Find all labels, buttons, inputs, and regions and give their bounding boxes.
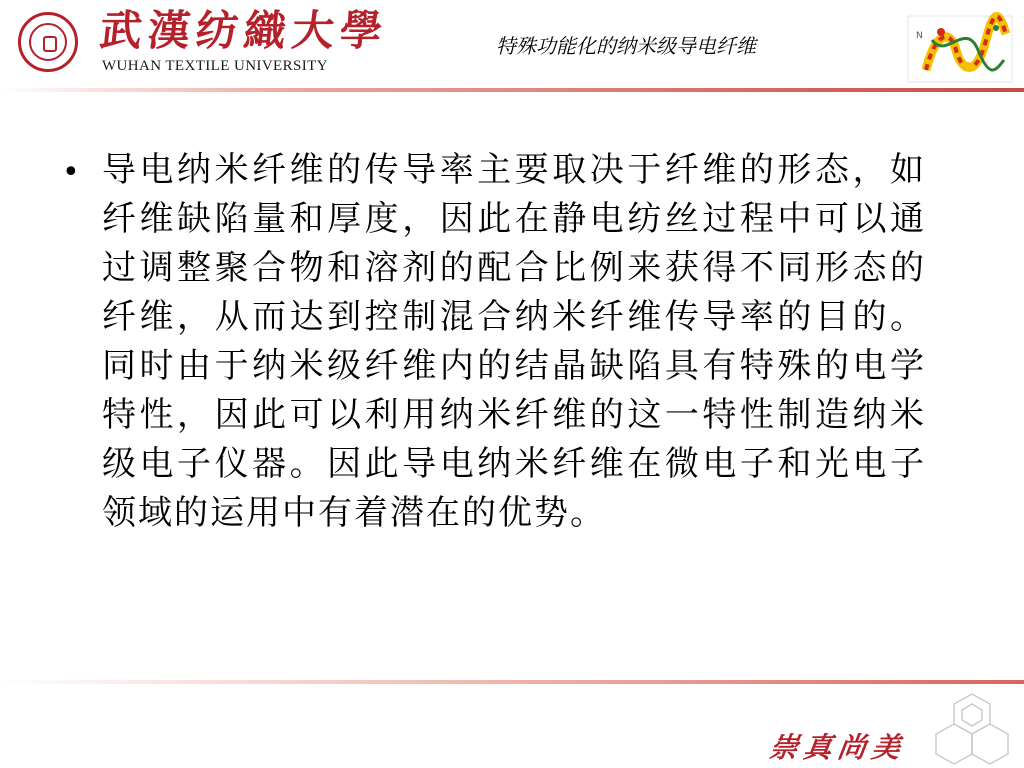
bullet-marker: • xyxy=(62,155,80,190)
header-divider xyxy=(0,88,1024,92)
seal-inner-ring xyxy=(29,23,67,61)
hexagon-network-icon xyxy=(926,690,1018,768)
bullet-paragraph: 导电纳米纤维的传导率主要取决于纤维的形态，如纤维缺陷量和厚度，因此在静电纺丝过程中可以通过调整聚合物和溶剂的配合比例来获得不同形态的纤维，从而达到控制混合纳米纤维传导率的目的。同时由于纳米级纤维内的结晶缺陷具有特殊的电学特性，因此可以利用纳米纤维的这一特性制造纳米级电子仪器。因此导电纳米纤维在微电子和光电子领域的运用中有着潜在的优势。 xyxy=(102,150,926,533)
molecule-icon xyxy=(906,10,1014,86)
svg-text:N: N xyxy=(916,31,923,41)
seal-emblem xyxy=(43,36,57,52)
deck-title: 特殊功能化的纳米级导电纤维 xyxy=(496,34,756,58)
bullet-item xyxy=(62,146,942,538)
school-name-chinese: 武漢纺織大學 xyxy=(97,6,391,55)
footer-divider xyxy=(0,680,1024,684)
school-name-english: WUHAN TEXTILE UNIVERSITY xyxy=(102,58,328,74)
slide-body xyxy=(62,146,942,538)
university-motto: 崇真尚美 xyxy=(767,731,909,764)
slide-header xyxy=(0,0,1024,92)
university-seal-icon xyxy=(18,12,78,72)
